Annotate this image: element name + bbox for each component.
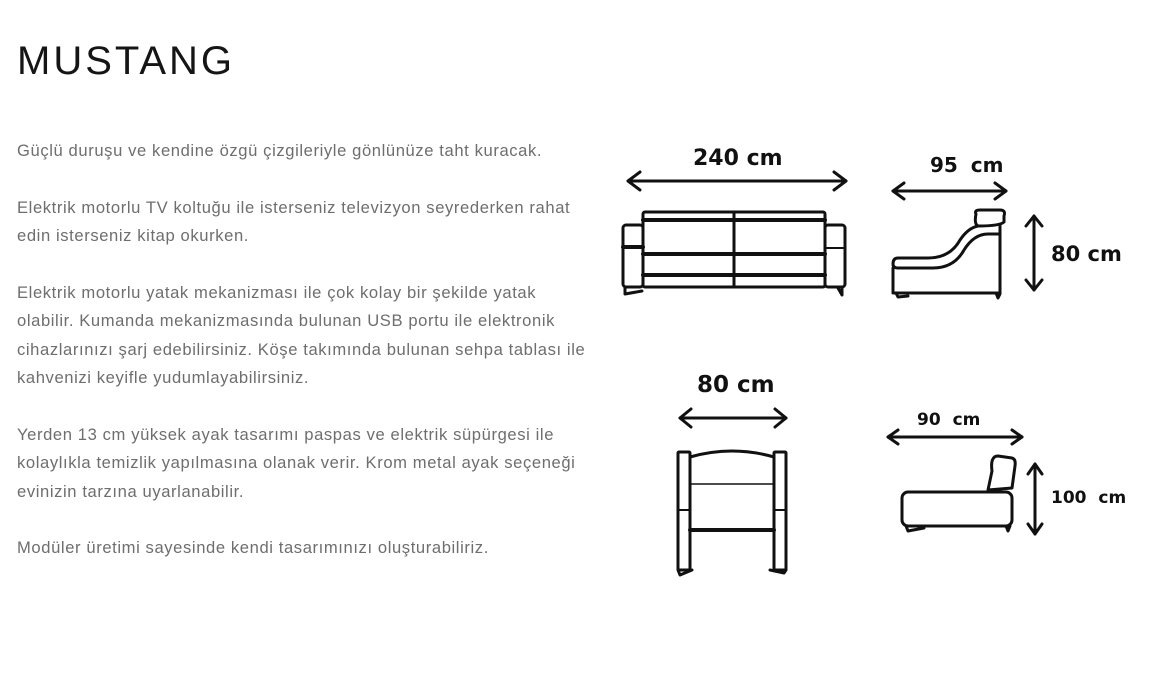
description-paragraph-5: Modüler üretimi sayesinde kendi tasarımınızı oluşturabiliriz.: [17, 538, 489, 557]
armchair-width-label: 80 cm: [697, 372, 775, 398]
armchair-height-label: 100 cm: [1051, 488, 1127, 508]
sofa-front-diagram-icon: [620, 170, 855, 300]
description-paragraph-1: Güçlü duruşu ve kendine özgü çizgileriyle gönlünüze taht kuracak.: [17, 141, 543, 160]
armchair-side-diagram-icon: [884, 428, 1024, 533]
product-description: [17, 137, 587, 591]
sofa-height-arrow-icon: [1022, 212, 1046, 294]
description-paragraph-2: Elektrik motorlu TV koltuğu ile isterseniz televizyon seyrederken rahat edin isterseniz kitap okurken.: [17, 197, 571, 245]
description-paragraph-4: Yerden 13 cm yüksek ayak tasarımı paspas ve elektrik süpürgesi ile kolaylıkla temizlik yapılmasına olanak verir. Krom metal ayak seçeneği evinizin tarzına uyarlanabilir.: [17, 424, 576, 501]
armchair-depth-label: 90 cm: [917, 410, 981, 430]
sofa-width-label: 240 cm: [693, 146, 783, 171]
sofa-height-label: 80 cm: [1051, 242, 1122, 266]
armchair-height-arrow-icon: [1024, 460, 1046, 538]
sofa-depth-label: 95 cm: [930, 153, 1004, 177]
description-paragraph-3: Elektrik motorlu yatak mekanizması ile çok kolay bir şekilde yatak olabilir. Kumanda mekanizmasında bulunan USB portu ile elektronik cihazlarınızı şarj edebilirsiniz. Köşe takımında bulunan sehpa tablası ile kahvenizi keyifle yudumlayabilirsiniz.: [17, 282, 586, 387]
product-title: MUSTANG: [17, 39, 236, 83]
armchair-front-diagram-icon: [672, 405, 794, 580]
sofa-side-diagram-icon: [888, 178, 1013, 300]
